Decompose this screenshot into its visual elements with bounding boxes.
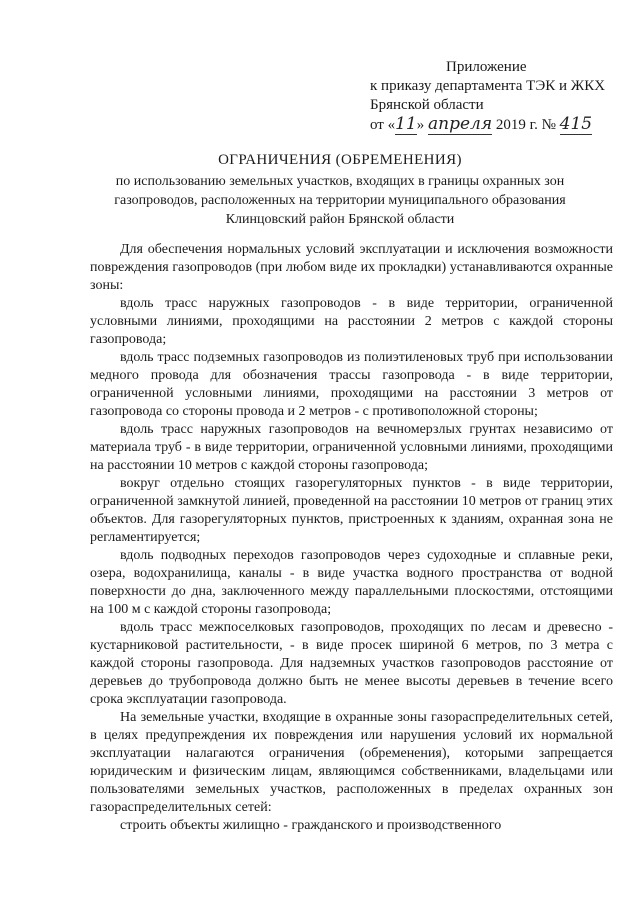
date-year: 2019 г. № — [495, 117, 556, 133]
paragraph: вдоль трасс наружных газопроводов - в виде территории, ограниченной условными линиями, проходящими на расстоянии 2 метров с каждой стороны газопровода; — [90, 296, 613, 347]
document-subtitle: по использованию земельных участков, входящих в границы охранных зон газопроводов, расположенных на территории муниципального образования Клинцовский район Брянской области — [114, 174, 566, 227]
appendix-label: Приложение — [446, 59, 527, 75]
date-month: апреля — [428, 114, 493, 134]
date-line — [370, 115, 630, 135]
document-body — [90, 241, 613, 835]
paragraph: вдоль трасс наружных газопроводов на вечномерзлых грунтах независимо от материала труб - в виде территории, ограниченной условными линиями, проходящими на расстоянии 10 метров с каждой стороны газопровода; — [90, 422, 613, 473]
paragraph: вдоль трасс межпоселковых газопроводов, проходящих по лесам и древесно - кустарниковой растительности, - в виде просек шириной 6 метров, по 3 метра с каждой стороны газопровода. Для надземных участков газопроводов расстояние от деревьев до трубопровода должно быть не менее высоты деревьев в течение всего срока эксплуатации газопровода. — [90, 620, 613, 707]
paragraph: вдоль трасс подземных газопроводов из полиэтиленовых труб при использовании медного провода для обозначения трассы газопровода - в виде территории, ограниченной условными линиями, проходящими на расстоянии 3 метров от газопровода со стороны провода и 2 метров - с противоположной стороны; — [90, 350, 613, 419]
region-line: Брянской области — [370, 97, 484, 113]
paragraph: вдоль подводных переходов газопроводов через судоходные и сплавные реки, озера, водохранилища, каналы - в виде участка водного пространства от водной поверхности до дна, заключенного между параллельными плоскостями, отстоящими на 100 м с каждой стороны газопровода; — [90, 548, 613, 617]
paragraph: вокруг отдельно стоящих газорегуляторных пунктов - в виде территории, ограниченной замкнутой линией, проведенной на расстоянии 10 метров от границ этих объектов. Для газорегуляторных пунктов, пристроенных к зданиям, охранная зона не регламентируется; — [90, 476, 613, 545]
date-prefix: от « — [370, 117, 396, 133]
document-title: ОГРАНИЧЕНИЯ (ОБРЕМЕНЕНИЯ) — [218, 152, 462, 168]
paragraph: строить объекты жилищно - гражданского и производственного — [120, 818, 502, 833]
paragraph: На земельные участки, входящие в охранные зоны газораспределительных сетей, в целях предупреждения их повреждения или нарушения условий их нормальной эксплуатации налагаются ограничения (обременения), которыми запрещается юридическим и физическим лицам, являющимся собственниками, владельцами или пользователями земельных участков, расположенных в пределах охранных зон газораспределительных сетей: — [90, 710, 613, 815]
order-line: к приказу департамента ТЭК и ЖКХ — [370, 78, 606, 94]
date-day: 11 — [395, 114, 417, 134]
order-number: 415 — [559, 114, 593, 134]
date-mid: » — [416, 117, 425, 133]
appendix-block — [370, 58, 630, 135]
paragraph: Для обеспечения нормальных условий эксплуатации и исключения возможности повреждения газопроводов (при любом виде их прокладки) устанавливаются охранные зоны: — [90, 242, 613, 293]
